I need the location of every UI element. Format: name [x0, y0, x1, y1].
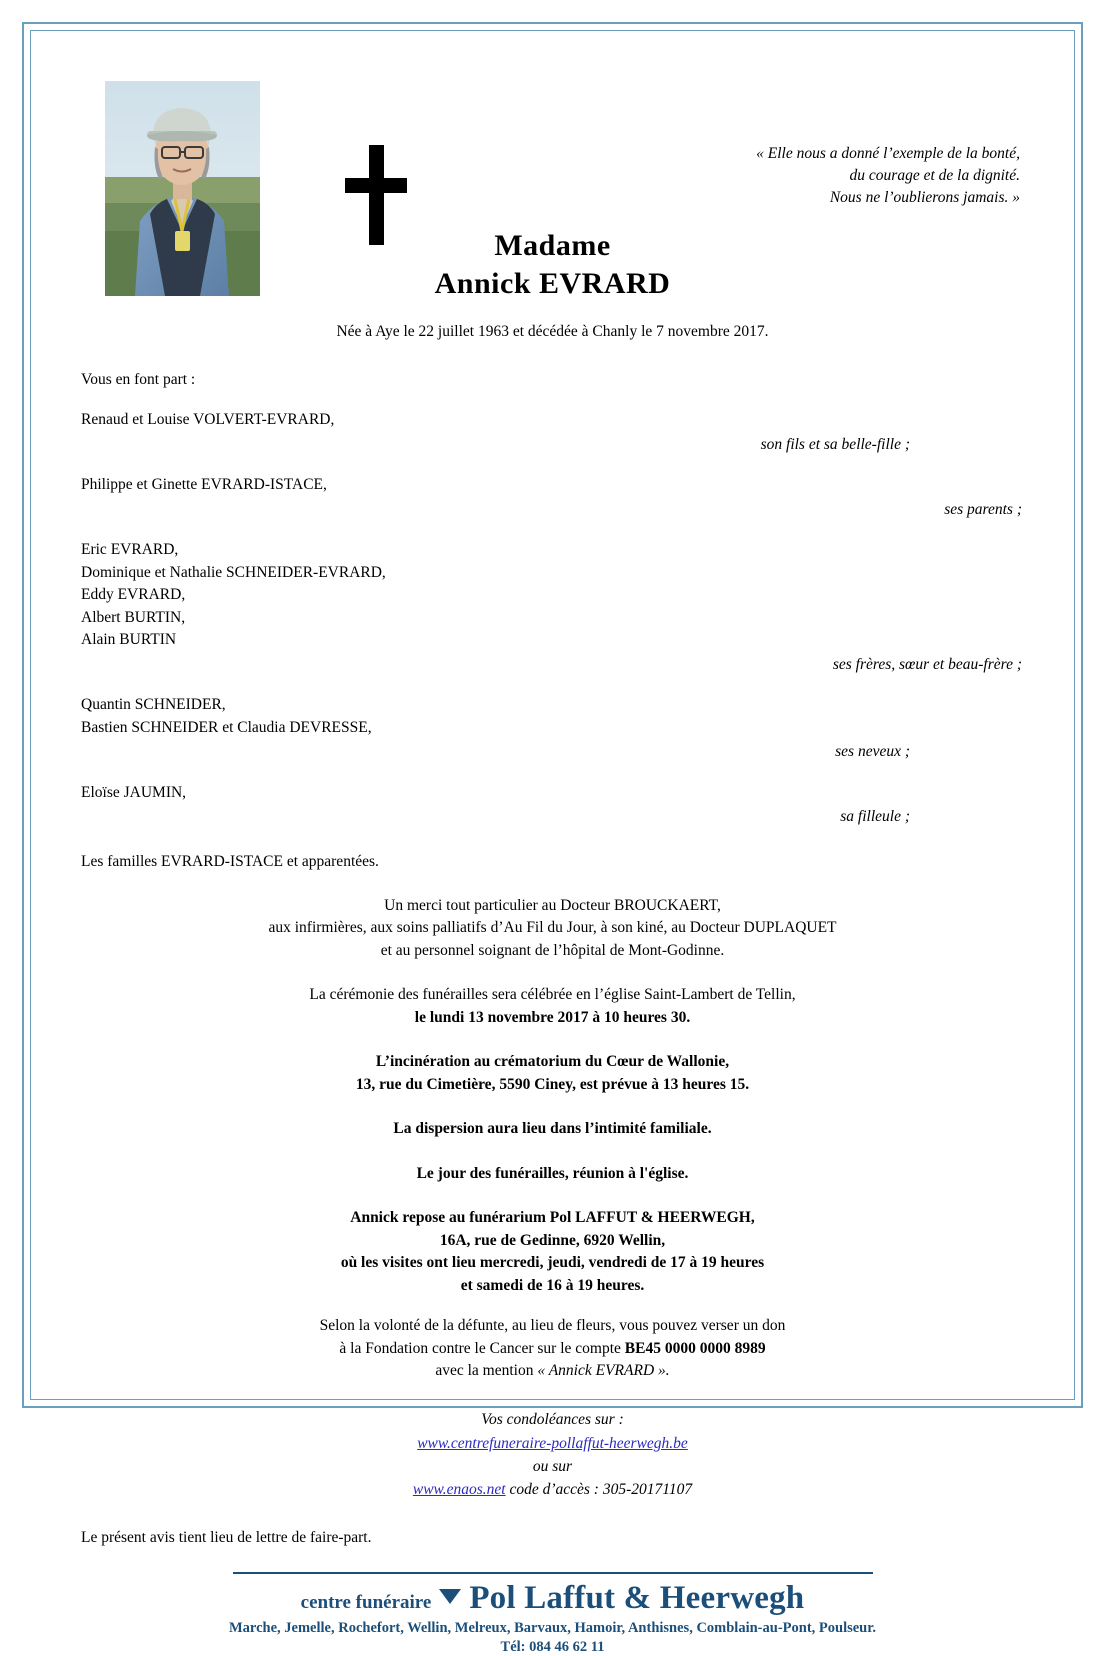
cremation-block [77, 1051, 1028, 1096]
family-group [81, 409, 1028, 456]
condolences-label: Vos condoléances sur : [481, 1411, 624, 1429]
closing-line: Le présent avis tient lieu de lettre de faire-part. [81, 1529, 372, 1547]
family-name: Quantin SCHNEIDER, [81, 696, 226, 714]
footer-small-label: centre funéraire [300, 1591, 432, 1613]
triangle-icon [439, 1589, 461, 1604]
footer-logo [77, 1580, 1028, 1617]
quote-line-3: Nous ne l’oublierons jamais. » [829, 189, 1020, 206]
thanks-block [77, 895, 1028, 962]
condolences-block [77, 1408, 1028, 1501]
honorific: Madame [494, 229, 611, 262]
family-name: Renaud et Louise VOLVERT-EVRARD, [81, 411, 335, 429]
reunion-line: Le jour des funérailles, réunion à l'église. [416, 1164, 689, 1182]
footer-phone: Tél: 084 46 62 11 [500, 1638, 605, 1655]
deceased-name-block [77, 229, 1028, 301]
card-outer-border [22, 22, 1083, 1655]
family-name: Philippe et Ginette EVRARD-ISTACE, [81, 476, 327, 494]
funerarium-line-4: et samedi de 16 à 19 heures. [460, 1276, 645, 1294]
family-name: Eddy EVRARD, [81, 586, 186, 604]
family-names [81, 539, 1028, 651]
donation-account: BE45 0000 0000 8989 [624, 1339, 766, 1357]
thanks-line-1: Un merci tout particulier au Docteur BROUCKAERT, [384, 896, 721, 914]
memorial-quote [600, 143, 1020, 209]
condolences-website-1[interactable]: www.centrefuneraire-pollaffut-heerwegh.be [417, 1434, 688, 1452]
card-header [77, 57, 1028, 317]
condolences-website-2[interactable]: www.enaos.net [412, 1481, 506, 1499]
family-names [81, 782, 1028, 804]
funerarium-block [77, 1207, 1028, 1297]
funerarium-line-3: où les visites ont lieu mercredi, jeudi, vendredi de 17 à 19 heures [340, 1254, 765, 1272]
donation-text: à la Fondation contre le Cancer sur le compte [339, 1339, 625, 1357]
funeral-home-footer [77, 1572, 1028, 1656]
donation-line-3 [77, 1360, 1028, 1382]
donation-line-2 [77, 1338, 1028, 1360]
family-relation: son fils et sa belle-fille ; [760, 435, 910, 453]
condolences-or: ou sur [532, 1457, 573, 1475]
family-relation: ses parents ; [944, 500, 1022, 518]
family-name: Eloïse JAUMIN, [81, 783, 187, 801]
donation-line-1: Selon la volonté de la défunte, au lieu de fleurs, vous pouvez verser un don [319, 1317, 786, 1335]
donation-block [77, 1315, 1028, 1382]
family-names [81, 474, 1028, 496]
family-names [81, 694, 1028, 739]
family-name: Albert BURTIN, [81, 608, 186, 626]
cremation-line-1: L’incinération au crématorium du Cœur de Wallonie, [375, 1053, 730, 1071]
family-group [81, 474, 1028, 521]
family-group [81, 539, 1028, 676]
reunion-block [77, 1163, 1028, 1185]
quote-line-1: « Elle nous a donné l’exemple de la bonté, [756, 145, 1020, 162]
family-relation: ses neveux ; [835, 743, 910, 761]
footer-company-name: Pol Laffut & Heerwegh [469, 1579, 805, 1616]
ceremony-line-2: le lundi 13 novembre 2017 à 10 heures 30. [414, 1008, 691, 1026]
footer-divider [233, 1572, 873, 1574]
donation-mention-text: avec la mention [435, 1362, 538, 1379]
dispersion-block [77, 1118, 1028, 1140]
ceremony-line-1: La cérémonie des funérailles sera célébrée en l’église Saint-Lambert de Tellin, [309, 986, 796, 1004]
family-relation: sa filleule ; [840, 808, 910, 826]
thanks-line-2: aux infirmières, aux soins palliatifs d’Au Fil du Jour, à son kiné, au Docteur DUPLAQUET [268, 919, 837, 937]
family-group [81, 694, 1028, 763]
condolences-line-2 [77, 1478, 1028, 1501]
footer-cities: Marche, Jemelle, Rochefort, Wellin, Melreux, Barvaux, Hamoir, Anthisnes, Comblain-au-Pont, Poulseur. [229, 1619, 876, 1636]
quote-line-2: du courage et de la dignité. [849, 167, 1020, 184]
dispersion-line: La dispersion aura lieu dans l’intimité familiale. [393, 1120, 712, 1138]
family-name: Eric EVRARD, [81, 541, 179, 559]
cremation-line-2: 13, rue du Cimetière, 5590 Ciney, est prévue à 13 heures 15. [355, 1075, 750, 1093]
birth-death-line: Née à Aye le 22 juillet 1963 et décédée à Chanly le 7 novembre 2017. [336, 323, 769, 340]
family-name: Dominique et Nathalie SCHNEIDER-EVRARD, [81, 563, 386, 581]
family-name: Bastien SCHNEIDER et Claudia DEVRESSE, [81, 718, 372, 736]
deceased-fullname: Annick EVRARD [434, 267, 671, 300]
family-relation: ses frères, sœur et beau-frère ; [832, 655, 1022, 673]
card-inner-border [30, 30, 1075, 1655]
family-group [81, 782, 1028, 829]
donation-mention: « Annick EVRARD ». [537, 1362, 670, 1379]
funerarium-line-1: Annick repose au funérarium Pol LAFFUT & HEERWEGH, [350, 1209, 755, 1227]
lead-line: Vous en font part : [81, 371, 196, 388]
extended-families-line: Les familles EVRARD-ISTACE et apparentées. [81, 852, 379, 870]
funerarium-line-2: 16A, rue de Gedinne, 6920 Wellin, [439, 1231, 666, 1249]
announcement-body [77, 369, 1028, 1550]
condolences-access-code: code d’accès : 305-20171107 [505, 1481, 693, 1499]
thanks-line-3: et au personnel soignant de l’hôpital de Mont-Godinne. [380, 941, 725, 959]
family-names [81, 409, 1028, 431]
ceremony-block [77, 984, 1028, 1029]
family-name: Alain BURTIN [81, 631, 177, 649]
